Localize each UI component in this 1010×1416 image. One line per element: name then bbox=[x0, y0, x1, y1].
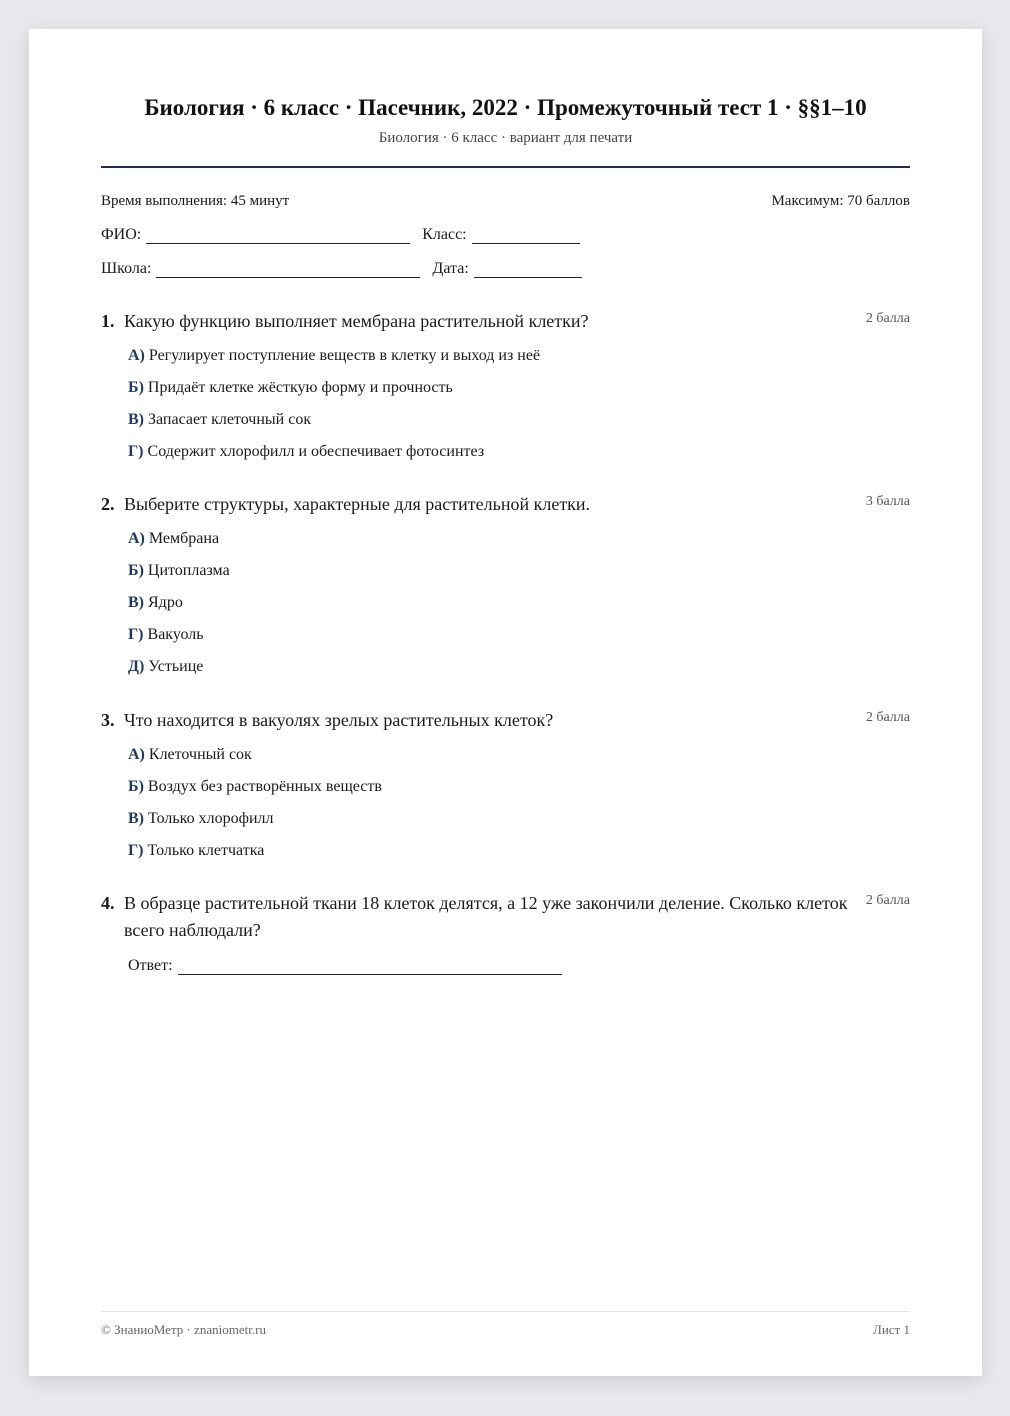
question-text: Что находится в вакуолях зрелых растительных клеток? bbox=[124, 710, 554, 730]
question-1 bbox=[101, 308, 910, 473]
option-text: Вакуоль bbox=[147, 626, 204, 643]
page-subtitle: Биология · 6 класс · вариант для печати bbox=[378, 130, 633, 146]
option-letter: А) bbox=[128, 530, 145, 547]
worksheet-page bbox=[29, 29, 982, 1376]
option-text: Устьице bbox=[148, 658, 204, 675]
question-text: В образце растительной ткани 18 клеток делятся, а 12 уже закончили деление. Сколько клеток всего наблюдали? bbox=[124, 893, 848, 940]
option-v[interactable] bbox=[128, 592, 910, 624]
max-score: Максимум: 70 баллов bbox=[771, 193, 910, 209]
options-list bbox=[101, 345, 910, 473]
question-points: 2 балла bbox=[865, 311, 910, 326]
option-text: Цитоплазма bbox=[147, 562, 230, 579]
question-header bbox=[101, 491, 910, 518]
question-number: 1. bbox=[101, 311, 115, 331]
question-header bbox=[101, 308, 910, 335]
question-points: 2 балла bbox=[865, 893, 910, 908]
option-text: Воздух без растворённых веществ bbox=[147, 778, 382, 795]
option-g[interactable] bbox=[128, 840, 910, 872]
option-letter: Г) bbox=[128, 443, 144, 460]
class-input-line[interactable] bbox=[472, 225, 580, 244]
question-text: Выберите структуры, характерные для растительной клетки. bbox=[124, 494, 591, 514]
option-text: Ядро bbox=[148, 594, 183, 611]
date-label: Дата: bbox=[432, 260, 469, 277]
option-letter: Б) bbox=[128, 778, 144, 795]
footer-page-number: Лист 1 bbox=[873, 1322, 910, 1337]
option-letter: Б) bbox=[128, 562, 144, 579]
option-letter: Б) bbox=[128, 379, 144, 396]
question-number: 2. bbox=[101, 494, 115, 514]
option-letter: А) bbox=[128, 746, 145, 763]
question-number: 4. bbox=[101, 893, 115, 913]
fio-label: ФИО: bbox=[101, 226, 142, 243]
footer-copyright: © ЗнаниоМетр · znaniometr.ru bbox=[101, 1322, 266, 1337]
option-letter: Г) bbox=[128, 842, 144, 859]
option-text: Только клетчатка bbox=[147, 842, 265, 859]
option-b[interactable] bbox=[128, 776, 910, 808]
question-text: Какую функцию выполняет мембрана растительной клетки? bbox=[124, 311, 589, 331]
option-b[interactable] bbox=[128, 560, 910, 592]
question-number: 3. bbox=[101, 710, 115, 730]
options-list bbox=[101, 744, 910, 872]
option-text: Клеточный сок bbox=[148, 746, 252, 763]
option-v[interactable] bbox=[128, 808, 910, 840]
option-text: Придаёт клетке жёсткую форму и прочность bbox=[147, 379, 453, 396]
option-letter: А) bbox=[128, 347, 145, 364]
question-3 bbox=[101, 707, 910, 872]
answer-input-line[interactable] bbox=[178, 956, 562, 975]
question-4 bbox=[101, 890, 910, 975]
header-divider bbox=[101, 166, 910, 168]
option-letter: В) bbox=[128, 411, 144, 428]
option-letter: В) bbox=[128, 594, 144, 611]
class-label: Класс: bbox=[422, 226, 467, 243]
page-title: Биология · 6 класс · Пасечник, 2022 · Промежуточный тест 1 · §§1–10 bbox=[144, 95, 867, 120]
option-text: Содержит хлорофилл и обеспечивает фотосинтез bbox=[147, 443, 485, 460]
question-header bbox=[101, 707, 910, 734]
option-b[interactable] bbox=[128, 377, 910, 409]
option-text: Только хлорофилл bbox=[148, 810, 274, 827]
option-text: Запасает клеточный сок bbox=[148, 411, 312, 428]
option-text: Мембрана bbox=[148, 530, 220, 547]
school-input-line[interactable] bbox=[156, 259, 420, 278]
question-points: 2 балла bbox=[865, 710, 910, 725]
date-input-line[interactable] bbox=[474, 259, 582, 278]
options-list bbox=[101, 528, 910, 688]
fio-input-line[interactable] bbox=[146, 225, 410, 244]
school-label: Школа: bbox=[101, 260, 152, 277]
option-a[interactable] bbox=[128, 744, 910, 776]
footer-divider bbox=[101, 1311, 910, 1312]
answer-label: Ответ: bbox=[128, 957, 173, 974]
option-g[interactable] bbox=[128, 624, 910, 656]
question-points: 3 балла bbox=[865, 494, 910, 509]
option-g[interactable] bbox=[128, 441, 910, 473]
student-fields-row-1 bbox=[101, 225, 580, 244]
option-letter: В) bbox=[128, 810, 144, 827]
answer-row bbox=[101, 956, 910, 975]
question-header bbox=[101, 890, 910, 944]
option-letter: Г) bbox=[128, 626, 144, 643]
option-a[interactable] bbox=[128, 528, 910, 560]
time-limit: Время выполнения: 45 минут bbox=[101, 193, 290, 209]
question-2 bbox=[101, 491, 910, 688]
option-text: Регулирует поступление веществ в клетку и выход из неё bbox=[148, 347, 541, 364]
option-v[interactable] bbox=[128, 409, 910, 441]
option-d[interactable] bbox=[128, 656, 910, 688]
option-letter: Д) bbox=[128, 658, 145, 675]
student-fields-row-2 bbox=[101, 259, 582, 278]
option-a[interactable] bbox=[128, 345, 910, 377]
